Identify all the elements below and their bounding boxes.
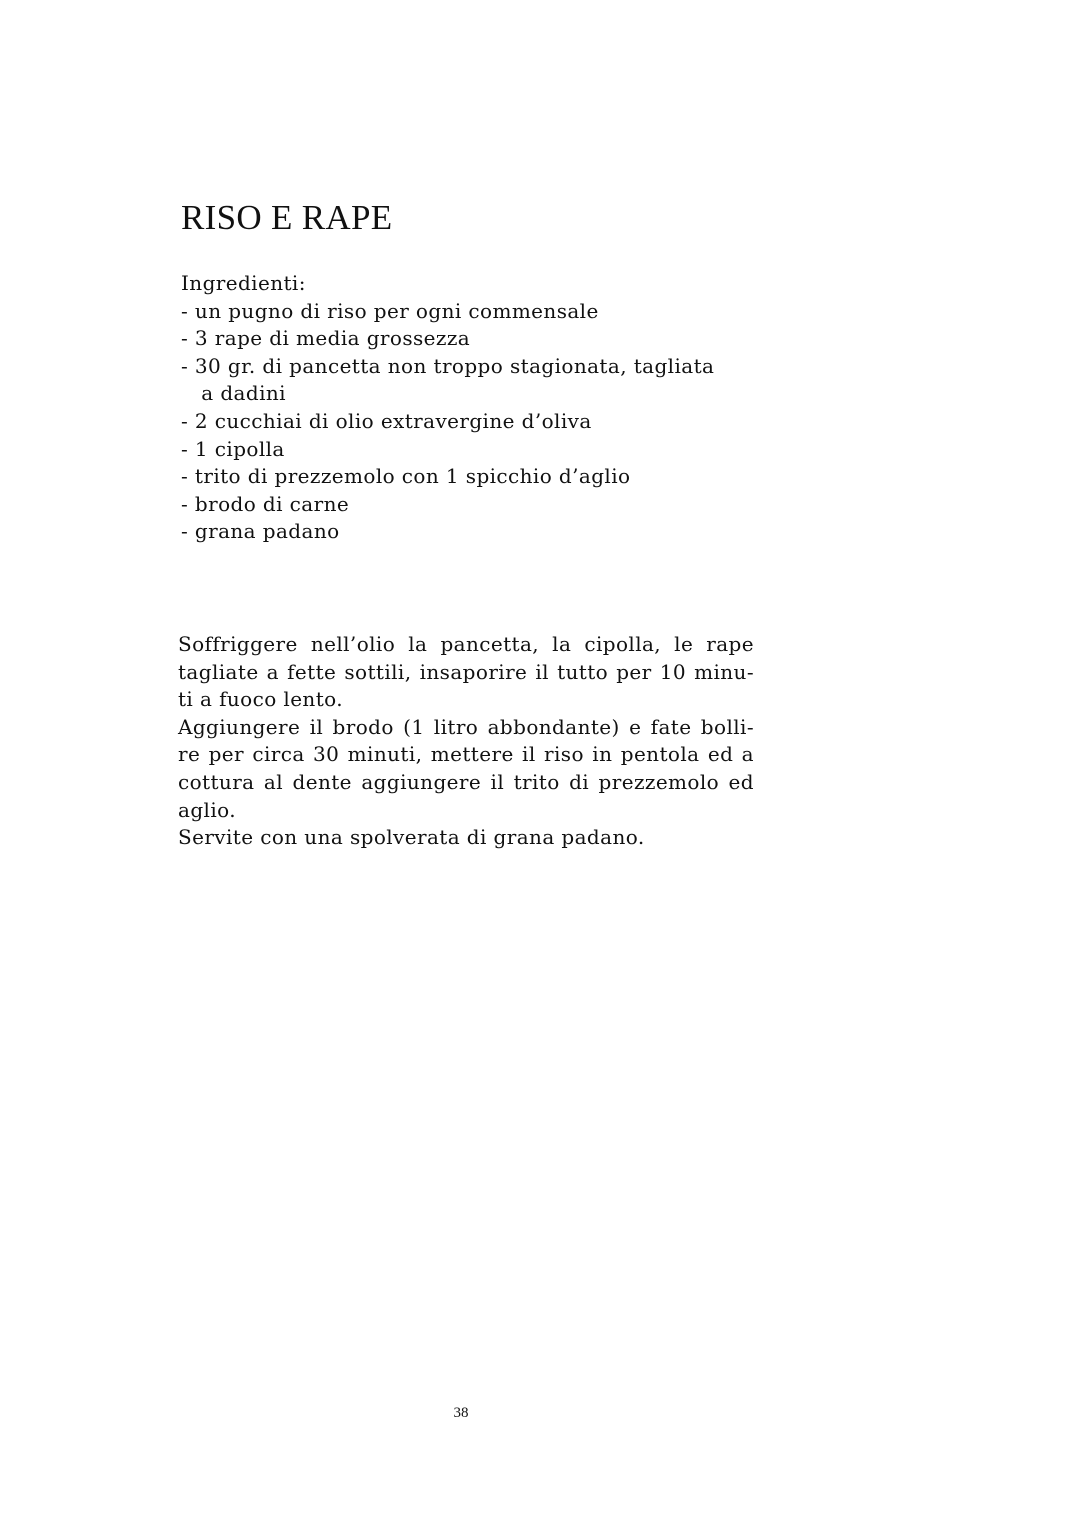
method-line: aglio. — [178, 797, 236, 822]
method-paragraph — [178, 824, 754, 852]
method-paragraph — [178, 714, 754, 824]
ingredients-list — [181, 298, 821, 546]
ingredient-item: - 3 rape di media grossezza — [181, 326, 471, 351]
method-section — [178, 631, 754, 852]
ingredient-item: - 1 cipolla — [181, 436, 285, 461]
method-line: re per circa 30 minuti, mettere il riso in pentola ed a — [178, 742, 754, 767]
method-line: cottura al dente aggiungere il trito di prezzemolo ed — [178, 769, 754, 794]
page-number: 38 — [453, 1405, 469, 1421]
ingredients-heading: Ingredienti: — [181, 271, 306, 295]
method-line: Soffriggere nell’olio la pancetta, la cipolla, le rape — [178, 632, 754, 656]
method-line: tagliate a fette sottili, insaporire il tutto per 10 minu- — [178, 659, 754, 684]
ingredient-item: - 30 gr. di pancetta non troppo stagionata, tagliata — [181, 353, 715, 378]
method-line: Aggiungere il brodo (1 litro abbondante) e fate bolli- — [178, 714, 754, 739]
ingredient-item: - grana padano — [181, 519, 340, 544]
ingredient-item: - 2 cucchiai di olio extravergine d’oliva — [181, 408, 592, 433]
ingredients-section — [181, 270, 821, 546]
recipe-title: RISO E RAPE — [181, 198, 393, 237]
ingredient-item-continuation: a dadini — [181, 381, 286, 406]
ingredient-item: - brodo di carne — [181, 491, 350, 516]
method-line: ti a fuoco lento. — [178, 687, 343, 712]
ingredient-item: - un pugno di riso per ogni commensale — [181, 298, 599, 323]
ingredient-item: - trito di prezzemolo con 1 spicchio d’aglio — [181, 464, 631, 489]
method-paragraph — [178, 631, 754, 714]
method-line: Servite con una spolverata di grana padano. — [178, 825, 645, 850]
